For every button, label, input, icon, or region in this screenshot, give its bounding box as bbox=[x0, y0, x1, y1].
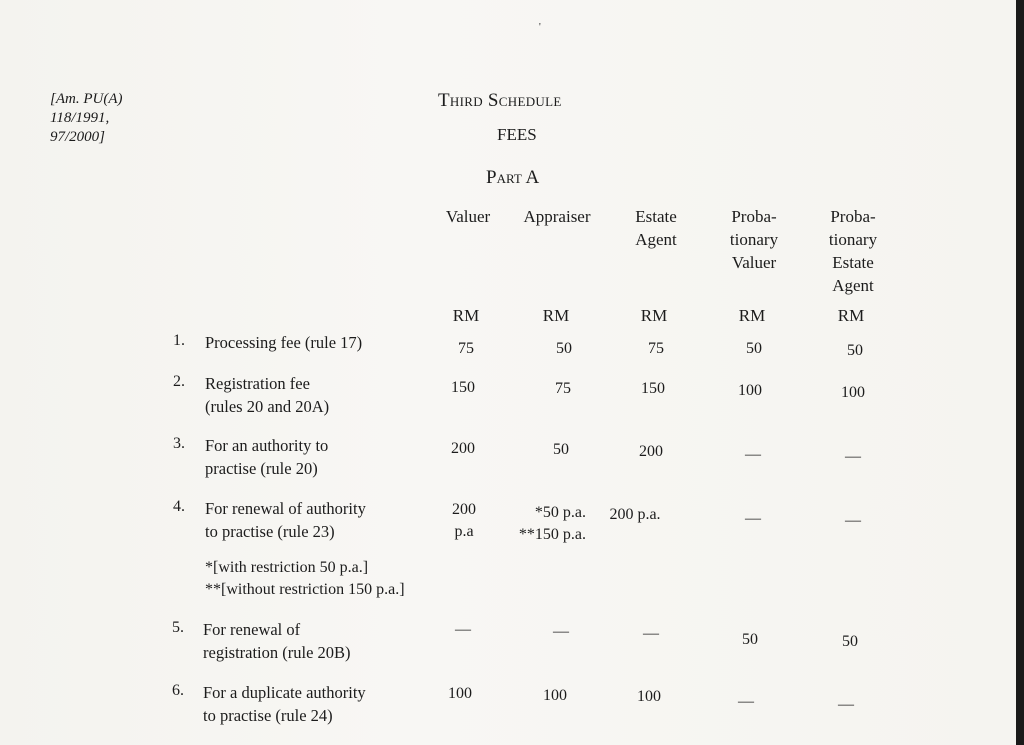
fee-value: 200 bbox=[451, 440, 475, 457]
fee-value: 100 bbox=[637, 688, 661, 705]
unit-appraiser: RM bbox=[542, 306, 570, 325]
fee-value: 200 p.a. bbox=[609, 506, 661, 523]
row-number: 3. bbox=[173, 435, 185, 452]
fee-value-dash: — bbox=[845, 512, 861, 529]
unit-probationary-valuer: RM bbox=[738, 306, 766, 325]
fee-value: 50 bbox=[842, 633, 858, 650]
fee-value-dash: — bbox=[643, 625, 659, 642]
unit-valuer: RM bbox=[452, 306, 480, 325]
fee-value: 100 bbox=[841, 384, 865, 401]
schedule-title: Third Schedule bbox=[438, 90, 562, 111]
footnote-with-restriction: *[with restriction 50 p.a.] bbox=[205, 559, 369, 576]
stray-mark: ' bbox=[539, 22, 541, 33]
fee-value: 100 bbox=[448, 685, 472, 702]
fee-value: 150 bbox=[451, 379, 475, 396]
row-description: For renewal of registration (rule 20B) bbox=[203, 620, 351, 662]
col-header-probationary-valuer: Proba- tionary Valuer bbox=[729, 207, 779, 272]
fee-value: 50 bbox=[742, 631, 758, 648]
fee-value: 75 bbox=[648, 340, 664, 357]
row-description: For an authority to practise (rule 20) bbox=[205, 436, 329, 478]
fee-value-dash: — bbox=[553, 623, 569, 640]
fee-value: 75 bbox=[458, 340, 474, 357]
amendment-margin-note bbox=[50, 90, 122, 147]
col-header-appraiser: Appraiser bbox=[523, 207, 591, 226]
fee-value: *50 p.a. **150 p.a. bbox=[518, 504, 586, 543]
fee-value-dash: — bbox=[838, 696, 854, 713]
fee-value: 50 bbox=[746, 340, 762, 357]
row-number: 6. bbox=[172, 682, 184, 699]
page-edge-shadow bbox=[1016, 0, 1024, 745]
fee-value-dash: — bbox=[845, 448, 861, 465]
schedule-subtitle: FEES bbox=[497, 125, 537, 144]
fee-value-dash: — bbox=[455, 621, 471, 638]
fee-value: 50 bbox=[556, 340, 572, 357]
row-description: Registration fee (rules 20 and 20A) bbox=[205, 374, 330, 416]
margin-note-line-3: 97/2000] bbox=[50, 129, 106, 145]
row-description: Processing fee (rule 17) bbox=[205, 333, 363, 352]
fee-value: 150 bbox=[641, 380, 665, 397]
col-header-valuer: Valuer bbox=[445, 207, 491, 226]
fee-value: 200 bbox=[639, 443, 663, 460]
part-heading: Part A bbox=[486, 167, 540, 188]
margin-note-line-1: [Am. PU(A) bbox=[50, 91, 123, 107]
row-description: For a duplicate authority to practise (rule 24) bbox=[203, 683, 366, 725]
fee-value-dash: — bbox=[745, 446, 761, 463]
fee-value: 100 bbox=[738, 382, 762, 399]
fee-value: 50 bbox=[553, 441, 569, 458]
fee-value: 100 bbox=[543, 687, 567, 704]
col-header-estate-agent: Estate Agent bbox=[635, 207, 677, 249]
margin-note-line-2: 118/1991, bbox=[50, 110, 110, 126]
fee-value: 75 bbox=[555, 380, 571, 397]
fee-value-dash: — bbox=[738, 693, 754, 710]
unit-estate-agent: RM bbox=[640, 306, 668, 325]
col-header-probationary-estate-agent: Proba- tionary Estate Agent bbox=[828, 207, 878, 295]
footnote-without-restriction: **[without restriction 150 p.a.] bbox=[205, 581, 405, 598]
row-number: 5. bbox=[172, 619, 184, 636]
row-number: 1. bbox=[173, 332, 185, 349]
fee-value: 50 bbox=[847, 342, 863, 359]
unit-probationary-estate-agent: RM bbox=[837, 306, 865, 325]
row-number: 2. bbox=[173, 373, 185, 390]
fee-value-dash: — bbox=[745, 510, 761, 527]
row-number: 4. bbox=[173, 498, 185, 515]
row-description: For renewal of authority to practise (rule 23) bbox=[205, 499, 366, 541]
fee-value: 200 p.a bbox=[452, 501, 476, 540]
